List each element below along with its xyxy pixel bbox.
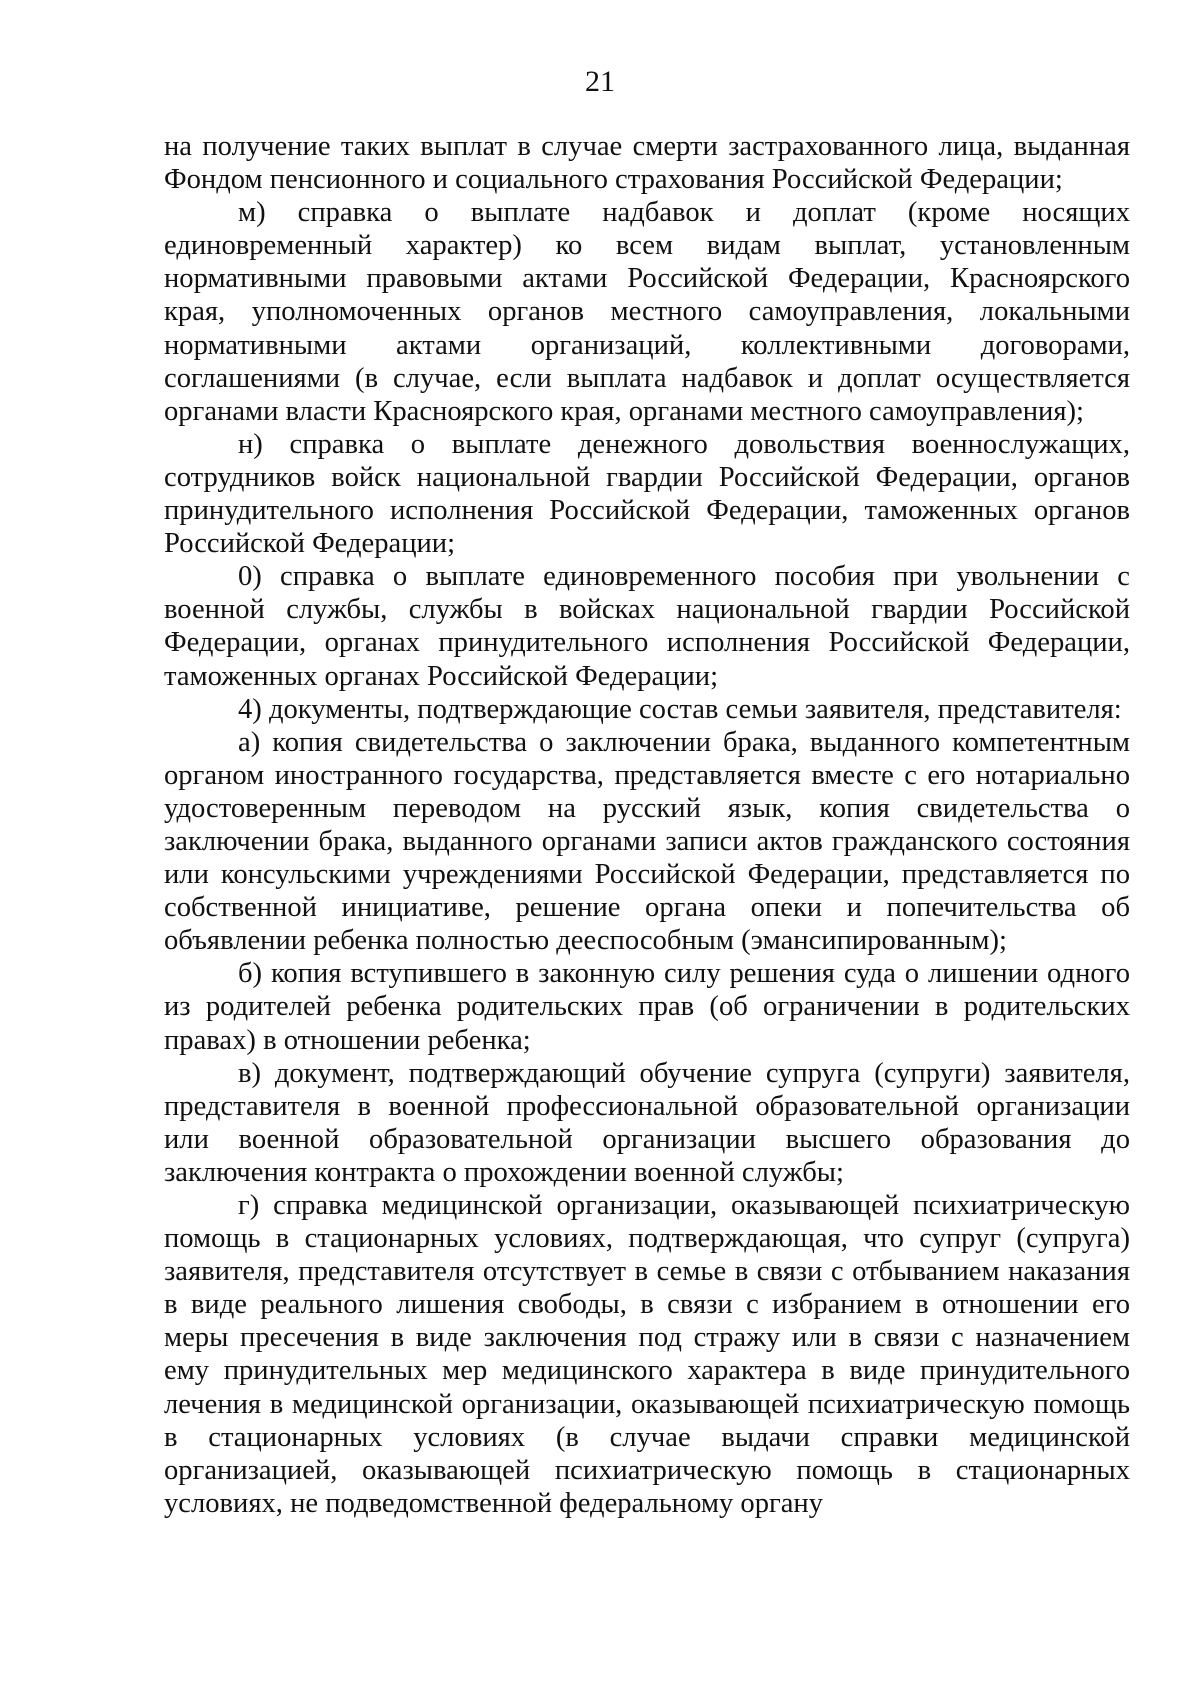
page-number: 21 (585, 65, 615, 98)
paragraph-item-n: н) справка о выплате денежного довольствия военнослужащих, сотрудников войск национальной гвардии Российской Федерации, органов принудительного исполнения Российской Федерации, таможенных органов Российской Федерации; (164, 428, 1130, 560)
paragraph-continuation: на получение таких выплат в случае смерти застрахованного лица, выданная Фондом пенсионного и социального страхования Российской Федерации; (164, 131, 1130, 196)
document-body (164, 130, 1130, 1520)
paragraph-item-4: 4) документы, подтверждающие состав семьи заявителя, представителя: (238, 693, 1122, 725)
paragraph-item-o: 0) справка о выплате единовременного пособия при увольнении с военной службы, службы в войсках национальной гвардии Российской Федерации, органах принудительного исполнения Российской Федерации, таможенных органах Российской Федерации; (164, 561, 1130, 692)
paragraph-item-b: б) копия вступившего в законную силу решения суда о лишении одного из родителей ребенка родительских прав (об ограничении в родительских правах) в отношении ребенка; (164, 958, 1130, 1056)
paragraph-item-g: г) справка медицинской организации, оказывающей психиатрическую помощь в стационарных условиях, подтверждающая, что супруг (супруга) заявителя, представителя отсутствует в семье в связи с отбыванием наказания в виде реального лишения свободы, в связи с избранием в отношении его меры пресечения в виде заключения под стражу или в связи с назначением ему принудительных мер медицинского характера в виде принудительного лечения в медицинской организации, оказывающей психиатрическую помощь в стационарных условиях (в случае выдачи справки медицинской организацией, оказывающей психиатрическую помощь в стационарных условиях, не подведомственной федеральному органу (164, 1190, 1130, 1519)
paragraph-item-a: а) копия свидетельства о заключении брака, выданного компетентным органом иностранного государства, представляется вместе с его нотариально удостоверенным переводом на русский язык, копия свидетельства о заключении брака, выданного органами записи актов гражданского состояния или консульскими учреждениями Российской Федерации, представляется по собственной инициативе, решение органа опеки и попечительства об объявлении ребенка полностью дееспособным (эмансипированным); (164, 726, 1130, 957)
paragraph-item-v: в) документ, подтверждающий обучение супруга (супруги) заявителя, представителя в военной профессиональной образовательной организации или военной образовательной организации высшего образования до заключения контракта о прохождении военной службы; (164, 1057, 1130, 1188)
paragraph-item-m: м) справка о выплате надбавок и доплат (кроме носящих единовременный характер) ко всем видам выплат, установленным нормативными правовыми актами Российской Федерации, Красноярского края, уполномоченных органов местного самоуправления, локальными нормативными актами организаций, коллективными договорами, соглашениями (в случае, если выплата надбавок и доплат осуществляется органами власти Красноярского края, органами местного самоуправления); (164, 197, 1130, 427)
